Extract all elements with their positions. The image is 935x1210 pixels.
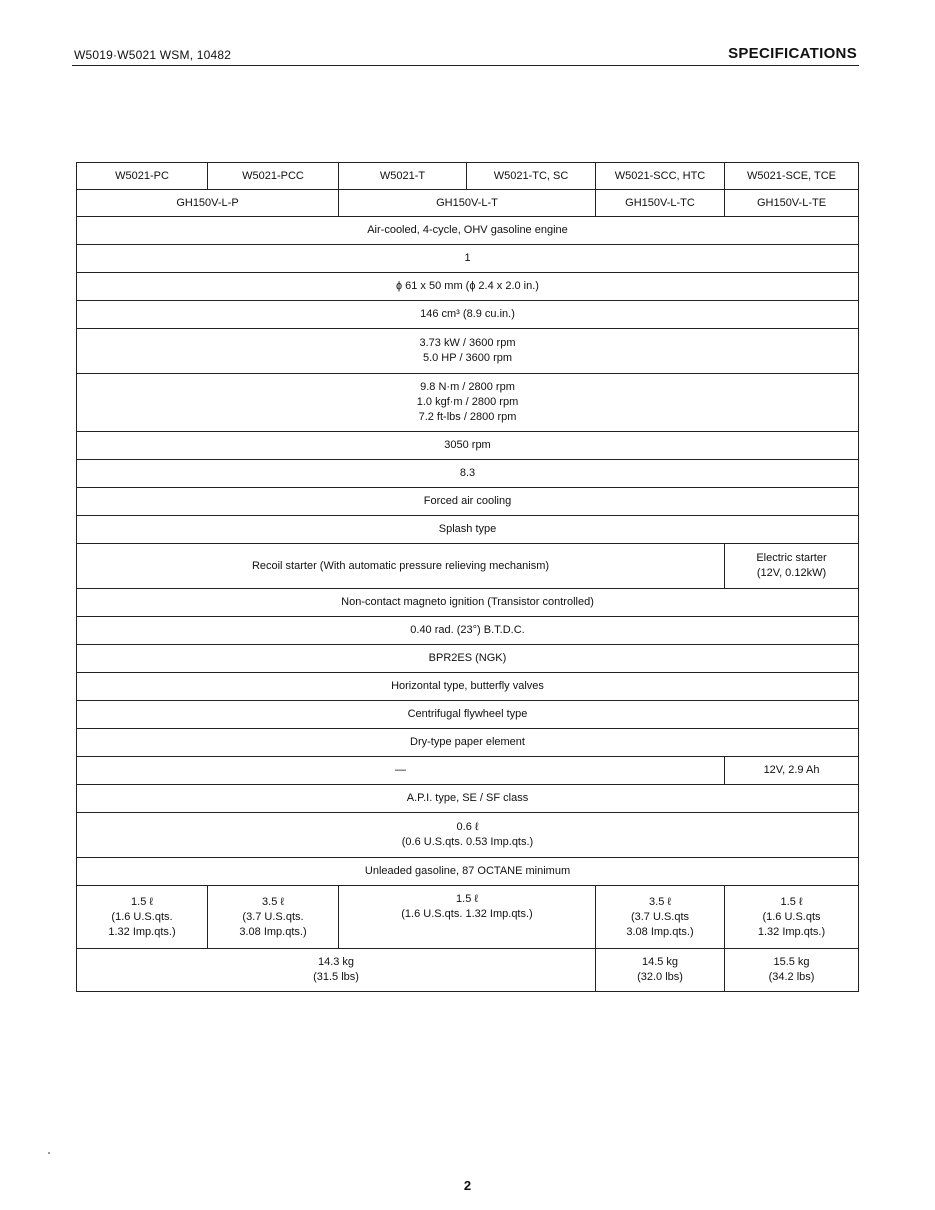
engine-cell: GH150V-L-P xyxy=(77,190,339,217)
output-cell xyxy=(77,329,859,374)
output-line: 3.73 kW / 3600 rpm xyxy=(419,337,516,349)
tank-line: (1.6 U.S.qts. xyxy=(111,910,173,923)
cooling-cell: Forced air cooling xyxy=(77,488,859,516)
model-row xyxy=(77,163,859,190)
electric-starter-cell xyxy=(725,544,859,589)
oil-capacity-cell xyxy=(77,813,859,858)
torque-line: 7.2 ft-lbs / 2800 rpm xyxy=(418,411,517,423)
tank-line: 1.32 Imp.qts.) xyxy=(108,925,176,938)
weight-line: 15.5 kg xyxy=(773,956,810,968)
battery-cell: 12V, 2.9 Ah xyxy=(725,757,859,785)
weight-row xyxy=(77,949,859,992)
ignition-timing-cell: 0.40 rad. (23°) B.T.D.C. xyxy=(77,617,859,645)
tank-line: (3.7 U.S.qts. xyxy=(242,910,304,923)
displacement-cell: 146 cm³ (8.9 cu.in.) xyxy=(77,301,859,329)
compression-ratio-cell: 8.3 xyxy=(77,460,859,488)
cylinders-cell: 1 xyxy=(77,245,859,273)
engine-cell: GH150V-L-T xyxy=(339,190,596,217)
tank-line: 3.08 Imp.qts.) xyxy=(239,925,307,938)
engine-cell: GH150V-L-TE xyxy=(725,190,859,217)
tank-cell xyxy=(725,886,859,949)
document-code: W5019·W5021 WSM, 10482 xyxy=(74,48,232,62)
weight-line: (32.0 lbs) xyxy=(637,971,683,983)
governed-speed-cell: 3050 rpm xyxy=(77,432,859,460)
torque-cell xyxy=(77,374,859,432)
weight-line: 14.5 kg xyxy=(641,956,679,968)
specifications-table xyxy=(76,162,859,992)
weight-cell xyxy=(596,949,725,992)
electric-starter-line: Electric starter xyxy=(756,552,827,564)
torque-line: 9.8 N·m / 2800 rpm xyxy=(420,381,515,393)
tank-line: 1.5 ℓ xyxy=(456,893,478,905)
tank-line: 1.32 Imp.qts.) xyxy=(757,925,826,938)
scan-speck xyxy=(48,1152,50,1154)
carburetor-cell: Horizontal type, butterfly valves xyxy=(77,673,859,701)
torque-line: 1.0 kgf·m / 2800 rpm xyxy=(416,396,519,408)
tank-line: 3.08 Imp.qts.) xyxy=(626,925,694,938)
fuel-tank-row xyxy=(77,886,859,949)
tank-line: (1.6 U.S.qts xyxy=(762,910,821,923)
tank-cell xyxy=(596,886,725,949)
weight-cell xyxy=(77,949,596,992)
fuel-cell: Unleaded gasoline, 87 OCTANE minimum xyxy=(77,858,859,886)
engine-cell: GH150V-L-TC xyxy=(596,190,725,217)
tank-cell xyxy=(208,886,339,949)
spark-plug-cell: BPR2ES (NGK) xyxy=(77,645,859,673)
governor-cell: Centrifugal flywheel type xyxy=(77,701,859,729)
engine-model-row xyxy=(77,190,859,217)
weight-line: (34.2 lbs) xyxy=(768,971,815,983)
section-title: SPECIFICATIONS xyxy=(728,45,857,62)
ignition-cell: Non-contact magneto ignition (Transistor controlled) xyxy=(77,589,859,617)
tank-line: 3.5 ℓ xyxy=(262,895,284,908)
tank-line: 1.5 ℓ xyxy=(131,895,153,908)
air-cleaner-cell: Dry-type paper element xyxy=(77,729,859,757)
model-cell: W5021-T xyxy=(339,163,467,190)
model-cell: W5021-SCC, HTC xyxy=(596,163,725,190)
tank-cell xyxy=(77,886,208,949)
engine-type-cell: Air-cooled, 4-cycle, OHV gasoline engine xyxy=(77,217,859,245)
lubrication-cell: Splash type xyxy=(77,516,859,544)
page-number: 2 xyxy=(463,1178,472,1193)
model-cell: W5021-TC, SC xyxy=(467,163,596,190)
model-cell: W5021-PCC xyxy=(208,163,339,190)
header-rule xyxy=(72,65,859,66)
tank-line: (1.6 U.S.qts. 1.32 Imp.qts.) xyxy=(401,908,533,920)
tank-line: (3.7 U.S.qts xyxy=(630,910,690,923)
bore-stroke-cell: ɸ 61 x 50 mm (ɸ 2.4 x 2.0 in.) xyxy=(77,273,859,301)
recoil-starter-cell: Recoil starter (With automatic pressure relieving mechanism) xyxy=(77,544,725,589)
oil-capacity-line: (0.6 U.S.qts. 0.53 Imp.qts.) xyxy=(401,836,534,848)
model-cell: W5021-SCE, TCE xyxy=(725,163,859,190)
model-cell: W5021-PC xyxy=(77,163,208,190)
tank-line: 3.5 ℓ xyxy=(649,895,671,908)
output-line: 5.0 HP / 3600 rpm xyxy=(422,352,513,364)
battery-none-cell: — xyxy=(77,757,725,785)
weight-cell xyxy=(725,949,859,992)
weight-line: (31.5 lbs) xyxy=(313,971,359,983)
tank-line: 1.5 ℓ xyxy=(780,895,803,908)
oil-class-cell: A.P.I. type, SE / SF class xyxy=(77,785,859,813)
tank-cell xyxy=(339,886,596,949)
weight-line: 14.3 kg xyxy=(317,956,355,968)
oil-capacity-line: 0.6 ℓ xyxy=(456,821,479,833)
electric-starter-line: (12V, 0.12kW) xyxy=(756,567,827,579)
